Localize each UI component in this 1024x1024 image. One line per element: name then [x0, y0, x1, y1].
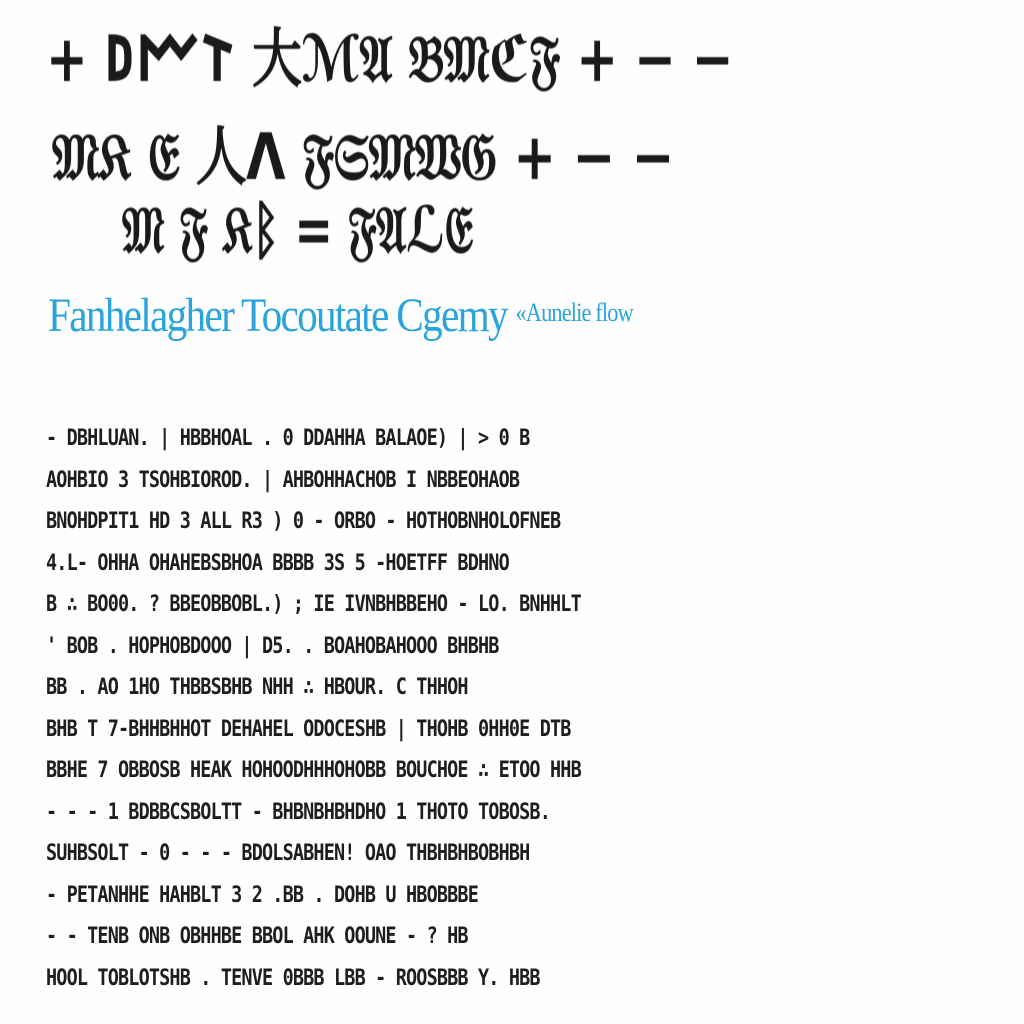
body-line: - DBHLUAN. | HBBHOAL . 0 DDAHHA BALAOE) | > 0 B [46, 426, 530, 451]
body-line: - - - 1 BDBBCSBOLTT - BHBNBHBHDHO 1 THOTO TOBOSB. [46, 799, 551, 825]
subtitle-main: Fanhelagher Tocoutate Cgemy [48, 289, 507, 342]
body-line: B ∴ BO00. ? BBEOBBOBL.) ; IE IVNBHBBEHO - LO. BNHHLT [46, 592, 581, 617]
heading-line-2: 𝔐𝔎 𝔈 人Λ 𝔉𝔖𝔐𝔚𝔊 + − − [52, 121, 674, 195]
subtitle-small: «Aunelie flow [515, 298, 633, 327]
body-line: AOHBIO 3 TSOHBIOROD. | AHBOHHACHOB I NBBEOHAOB [46, 467, 520, 493]
body-line: ' BOB . HOPHOBDOOO | D5. . BOAHOBAHOOO BHBHB [46, 633, 499, 659]
body-line: BBHE 7 OBBOSB HEAK HOHOODHHHOHOBB BOUCHOE ∴ ETOO HHB [46, 758, 581, 783]
body-line: BB . AO 1HO THBBSBHB NHH ∴ HBOUR. C THHOH [46, 675, 468, 700]
body-line: - - TENB ONB OBHHBE BBOL AHK OOUNE - ? HB [46, 924, 468, 949]
body-line: 4.L- OHHA OHAHEBSBHOA BBBB 3S 5 -HOETFF BDHNO [46, 550, 509, 576]
subtitle [48, 288, 633, 343]
body-line: - PETANHHE HAHBLT 3 2 .BB . DOHB U HBOBBBE [46, 882, 479, 908]
heading-line-1: + 𐌃𐌌𐌕 大ℳ𝔄 𝔅𝔐ℭ𝔉 + − − [46, 23, 733, 97]
body-line: BHB T 7-BHHBHHOT DEHAHEL ODOCESHB | THOHB 0HH0E DTB [46, 716, 571, 742]
body-line: SUHBSOLT - 0 - - - BDOLSABHEN! OAO THBHBHBOBHBH [46, 841, 530, 866]
heading-line-3: 𝔐 𝔉 𝔎ᛒ = 𝔉𝔄ℒ𝔈 [122, 194, 473, 268]
body-line: HOOL TOBLOTSHB . TENVE 0BBB LBB - ROOSBBB Y. HBB [46, 965, 540, 991]
body-text [46, 418, 916, 999]
body-line: BNOHDPIT1 HD 3 ALL R3 ) 0 - ORBO - HOTHOBNHOLOFNEB [46, 509, 561, 534]
